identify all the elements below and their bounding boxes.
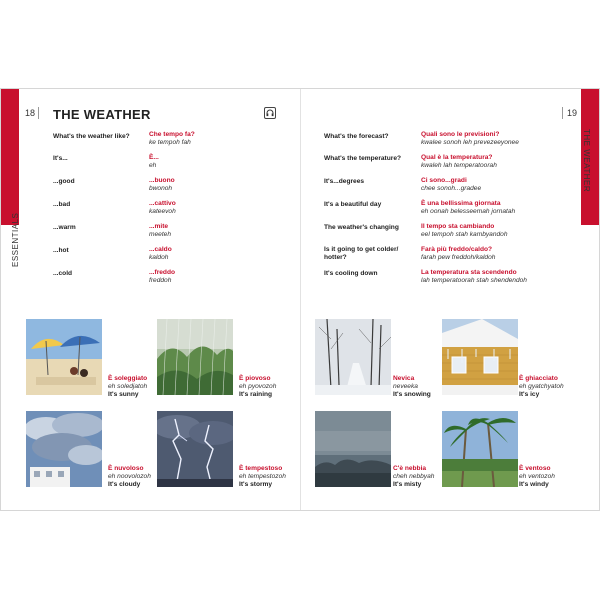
left-row-6-phonetic: freddoh (149, 277, 172, 284)
rain-forest-photo (157, 319, 233, 395)
left-red-tab (1, 89, 19, 225)
right-row-6-italian: La temperatura sta scendendo (421, 269, 517, 276)
left-row-3-phonetic: kateevoh (149, 208, 176, 215)
caption-misty-phonetic: cheh nebbyah (393, 473, 435, 480)
caption-cloudy-italian: È nuvoloso (108, 465, 144, 472)
left-row-6-italian: ...freddo (149, 269, 176, 276)
lightning-storm-photo (157, 411, 233, 487)
headphones-icon[interactable] (264, 107, 276, 119)
right-row-5-english: Is it going to get colder/ (324, 246, 399, 253)
right-row-6-phonetic: lah temperatoorah stah shendendoh (421, 277, 527, 284)
caption-snowing-english: It's snowing (393, 391, 431, 398)
left-row-3-english: ...bad (53, 201, 71, 208)
right-row-5-phonetic: farah pew freddoh/kaldoh (421, 254, 496, 261)
right-number-divider (562, 107, 563, 119)
windy-palms-photo (442, 411, 518, 487)
caption-windy-italian: È ventoso (519, 465, 551, 472)
caption-stormy-italian: È tempestoso (239, 465, 283, 472)
left-row-1-phonetic: eh (149, 162, 157, 169)
left-page-number: 18 (25, 108, 36, 118)
left-row-2-english: ...good (53, 178, 75, 185)
left-row-1-italian: È... (149, 154, 159, 161)
caption-icy-italian: È ghiacciato (519, 375, 558, 382)
cloudy-sky-photo (26, 411, 102, 487)
left-row-5-english: ...hot (53, 247, 69, 254)
right-row-0-phonetic: kwalee sonoh leh prevezeeyonee (421, 139, 519, 146)
caption-cloudy-english: It's cloudy (108, 481, 141, 488)
left-row-3-italian: ...cattivo (149, 200, 176, 207)
book-spread (0, 88, 600, 511)
left-row-4-phonetic: meeteh (149, 231, 171, 238)
right-row-5-english-line2: hotter? (324, 254, 347, 261)
caption-raining-english: It's raining (239, 391, 273, 398)
right-row-0-italian: Quali sono le previsioni? (421, 131, 500, 138)
left-section-label: ESSENTIALS (11, 212, 20, 267)
caption-snowing (393, 375, 431, 399)
right-row-6-english: It's cooling down (324, 270, 378, 277)
caption-misty-english: It's misty (393, 481, 422, 488)
left-row-2-italian: ...buono (149, 177, 175, 184)
caption-icy (519, 375, 564, 399)
page-gutter (300, 89, 301, 510)
caption-stormy-phonetic: eh tempestozoh (239, 473, 286, 480)
left-row-1-english: It's... (53, 155, 68, 162)
right-page-number: 19 (567, 108, 578, 118)
caption-raining-phonetic: eh pyovozoh (239, 383, 277, 390)
right-row-1-phonetic: kwaleh lah temperatoorah (421, 162, 497, 169)
right-row-1-english: What's the temperature? (324, 155, 402, 162)
caption-windy-english: It's windy (519, 481, 549, 488)
right-row-3-phonetic: eh oonah belesseemah jornatah (421, 208, 516, 215)
left-row-5-phonetic: kaldoh (149, 254, 169, 261)
right-row-4-italian: Il tempo sta cambiando (421, 223, 495, 230)
caption-sunny-phonetic: eh soledjatoh (108, 383, 148, 390)
right-row-1-italian: Qual è la temperatura? (421, 154, 493, 161)
caption-snowing-italian: Nevica (393, 375, 415, 382)
page-title: THE WEATHER (53, 107, 151, 122)
left-row-6-english: ...cold (53, 270, 73, 277)
right-row-0-english: What's the forecast? (324, 133, 389, 140)
caption-sunny-english: It's sunny (108, 391, 139, 398)
left-row-2-phonetic: bwonoh (149, 185, 173, 192)
left-row-0-english: What's the weather like? (53, 133, 130, 140)
left-row-4-english: ...warm (53, 224, 76, 231)
right-row-4-phonetic: eel tempoh stah kambyandoh (421, 231, 508, 238)
snowy-road-photo (315, 319, 391, 395)
caption-icy-english: It's icy (519, 391, 540, 398)
caption-snowing-phonetic: neveeka (393, 383, 418, 390)
caption-cloudy (108, 465, 151, 489)
left-row-5-italian: ...caldo (149, 246, 172, 253)
icy-house-photo (442, 319, 518, 395)
caption-raining-italian: È piovoso (239, 375, 271, 382)
left-row-0-phonetic: ke tempoh fah (149, 139, 191, 146)
right-row-4-english: The weather's changing (324, 224, 399, 231)
caption-windy (519, 465, 555, 489)
right-row-3-italian: È una bellissima giornata (421, 200, 501, 207)
caption-sunny (108, 375, 147, 399)
caption-cloudy-phonetic: eh noovolozoh (108, 473, 151, 480)
right-row-2-italian: Ci sono...gradi (421, 177, 467, 184)
left-row-0-italian: Che tempo fa? (149, 131, 195, 138)
caption-stormy (239, 465, 286, 489)
caption-raining (239, 375, 276, 399)
caption-misty-italian: C'è nebbia (393, 465, 427, 472)
misty-landscape-photo (315, 411, 391, 487)
sunny-beach-photo (26, 319, 102, 395)
right-row-5-italian: Farà più freddo/caldo? (421, 246, 493, 253)
right-row-2-phonetic: chee sonoh...gradee (421, 185, 482, 192)
left-number-divider (38, 107, 39, 119)
left-row-4-italian: ...mite (149, 223, 169, 230)
caption-misty (393, 465, 434, 489)
caption-stormy-english: It's stormy (239, 481, 273, 488)
right-row-2-english: It's...degrees (324, 178, 365, 185)
caption-windy-phonetic: eh ventozoh (519, 473, 555, 480)
caption-icy-phonetic: eh gyatchyatoh (519, 383, 564, 390)
caption-sunny-italian: È soleggiato (108, 375, 148, 382)
right-section-label: THE WEATHER (582, 129, 591, 193)
right-row-3-english: It's a beautiful day (324, 201, 382, 208)
